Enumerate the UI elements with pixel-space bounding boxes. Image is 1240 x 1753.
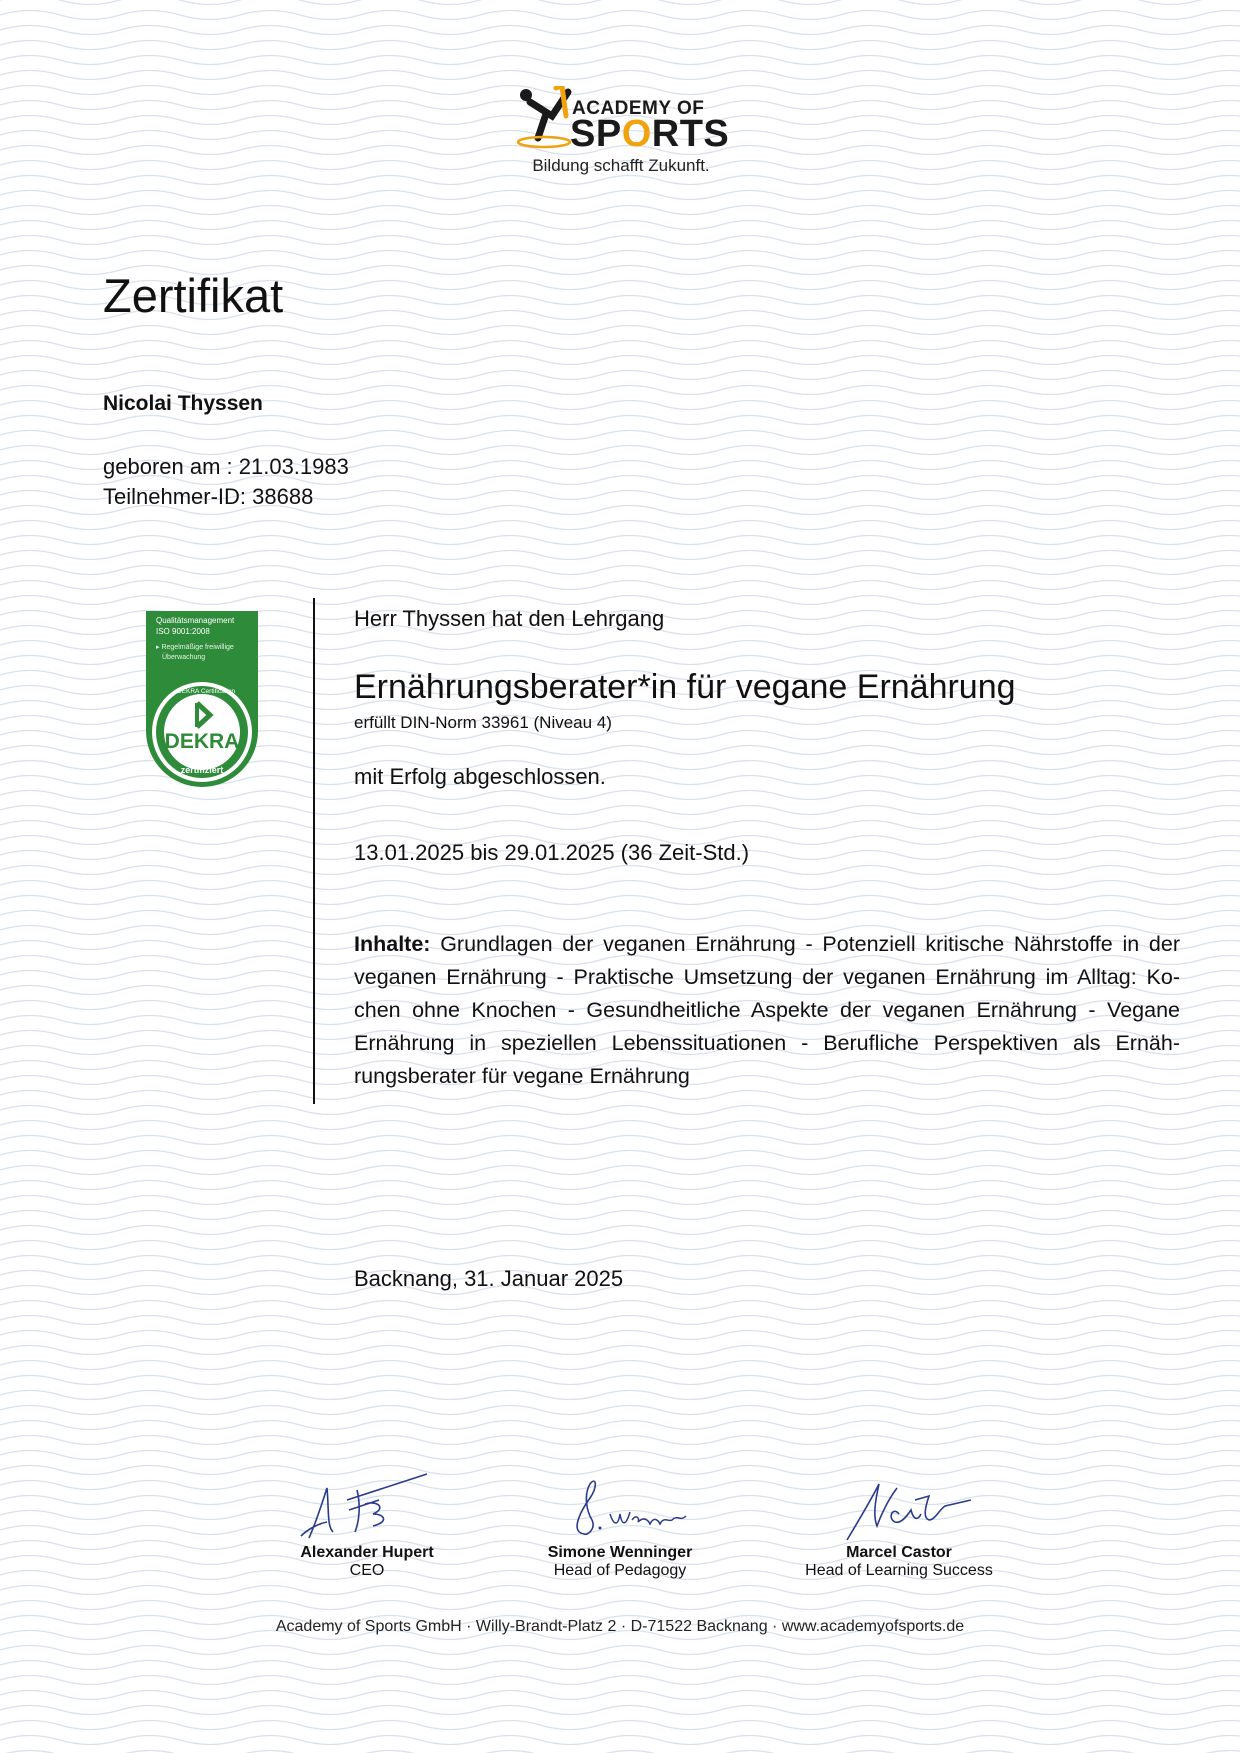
seal-line2: ISO 9001:2008 <box>156 627 210 636</box>
seal-line3: ▸ Regelmäßige freiwillige <box>156 644 234 651</box>
footer-address: Academy of Sports GmbH · Willy-Brandt-Platz 2 · D-71522 Backnang · www.academyofsports.de <box>275 1618 965 1635</box>
seal-bottom-text: zertifiziert <box>180 765 224 775</box>
signature-icon <box>540 1470 700 1542</box>
participant-id: Teilnehmer-ID: 38688 <box>103 484 314 509</box>
vertical-divider <box>313 598 315 1104</box>
logo-tagline: Bildung schafft Zukunft. <box>532 156 710 175</box>
dekra-certification-seal <box>146 611 258 788</box>
completion-text: mit Erfolg abgeschlossen. <box>354 764 606 789</box>
seal-line4: Überwachung <box>162 654 206 661</box>
signatory-name: Simone Wenninger <box>547 1544 693 1561</box>
signature-block-ceo <box>247 1470 487 1580</box>
signature-block-learning-success <box>779 1470 1019 1580</box>
seal-line1: Qualitätsmanagement <box>156 616 235 625</box>
signatory-name: Alexander Hupert <box>300 1544 434 1561</box>
course-title: Ernährungsberater*in für vegane Ernährung <box>354 668 1016 706</box>
signatory-role: CEO <box>349 1562 385 1579</box>
seal-brand: DEKRA <box>164 730 240 753</box>
contents-text: Grundlagen der veganen Ernährung - Potenziell kritische Nährstoffe in der veganen Ernährung - Praktische Umsetzung der veganen Ernährung im Alltag: Kochen ohne Knochen - Gesundheitliche Aspekte der veganen Ernährung - Vegane Ernährung in speziellen Lebenssituationen - Berufliche Perspektiven als Ernährungsberater für vegane Ernährung <box>354 932 1180 1088</box>
date-of-birth: geboren am : 21.03.1983 <box>103 454 349 479</box>
logo-text-line1: ACADEMY OF <box>572 98 705 119</box>
contents-label: Inhalte: <box>354 932 431 956</box>
academy-of-sports-logo <box>516 86 730 178</box>
course-dates: 13.01.2025 bis 29.01.2025 (36 Zeit-Std.) <box>354 840 750 865</box>
signature-block-pedagogy <box>500 1470 740 1580</box>
recipient-name: Nicolai Thyssen <box>103 392 263 415</box>
signature-icon <box>287 1470 447 1542</box>
norm-text: erfüllt DIN-Norm 33961 (Niveau 4) <box>354 713 612 732</box>
signatory-role: Head of Learning Success <box>805 1562 993 1579</box>
intro-text: Herr Thyssen hat den Lehrgang <box>354 606 665 631</box>
seal-ring-text: DEKRA Certification <box>177 688 236 695</box>
place-and-date: Backnang, 31. Januar 2025 <box>354 1266 624 1291</box>
signature-icon <box>819 1470 979 1542</box>
athlete-figure-icon <box>516 86 576 150</box>
certificate-title: Zertifikat <box>103 269 284 322</box>
signatory-role: Head of Pedagogy <box>553 1562 687 1579</box>
logo-text-line2: SPORTS <box>570 113 730 155</box>
signatory-name: Marcel Castor <box>846 1544 952 1561</box>
course-contents <box>354 928 1180 1093</box>
